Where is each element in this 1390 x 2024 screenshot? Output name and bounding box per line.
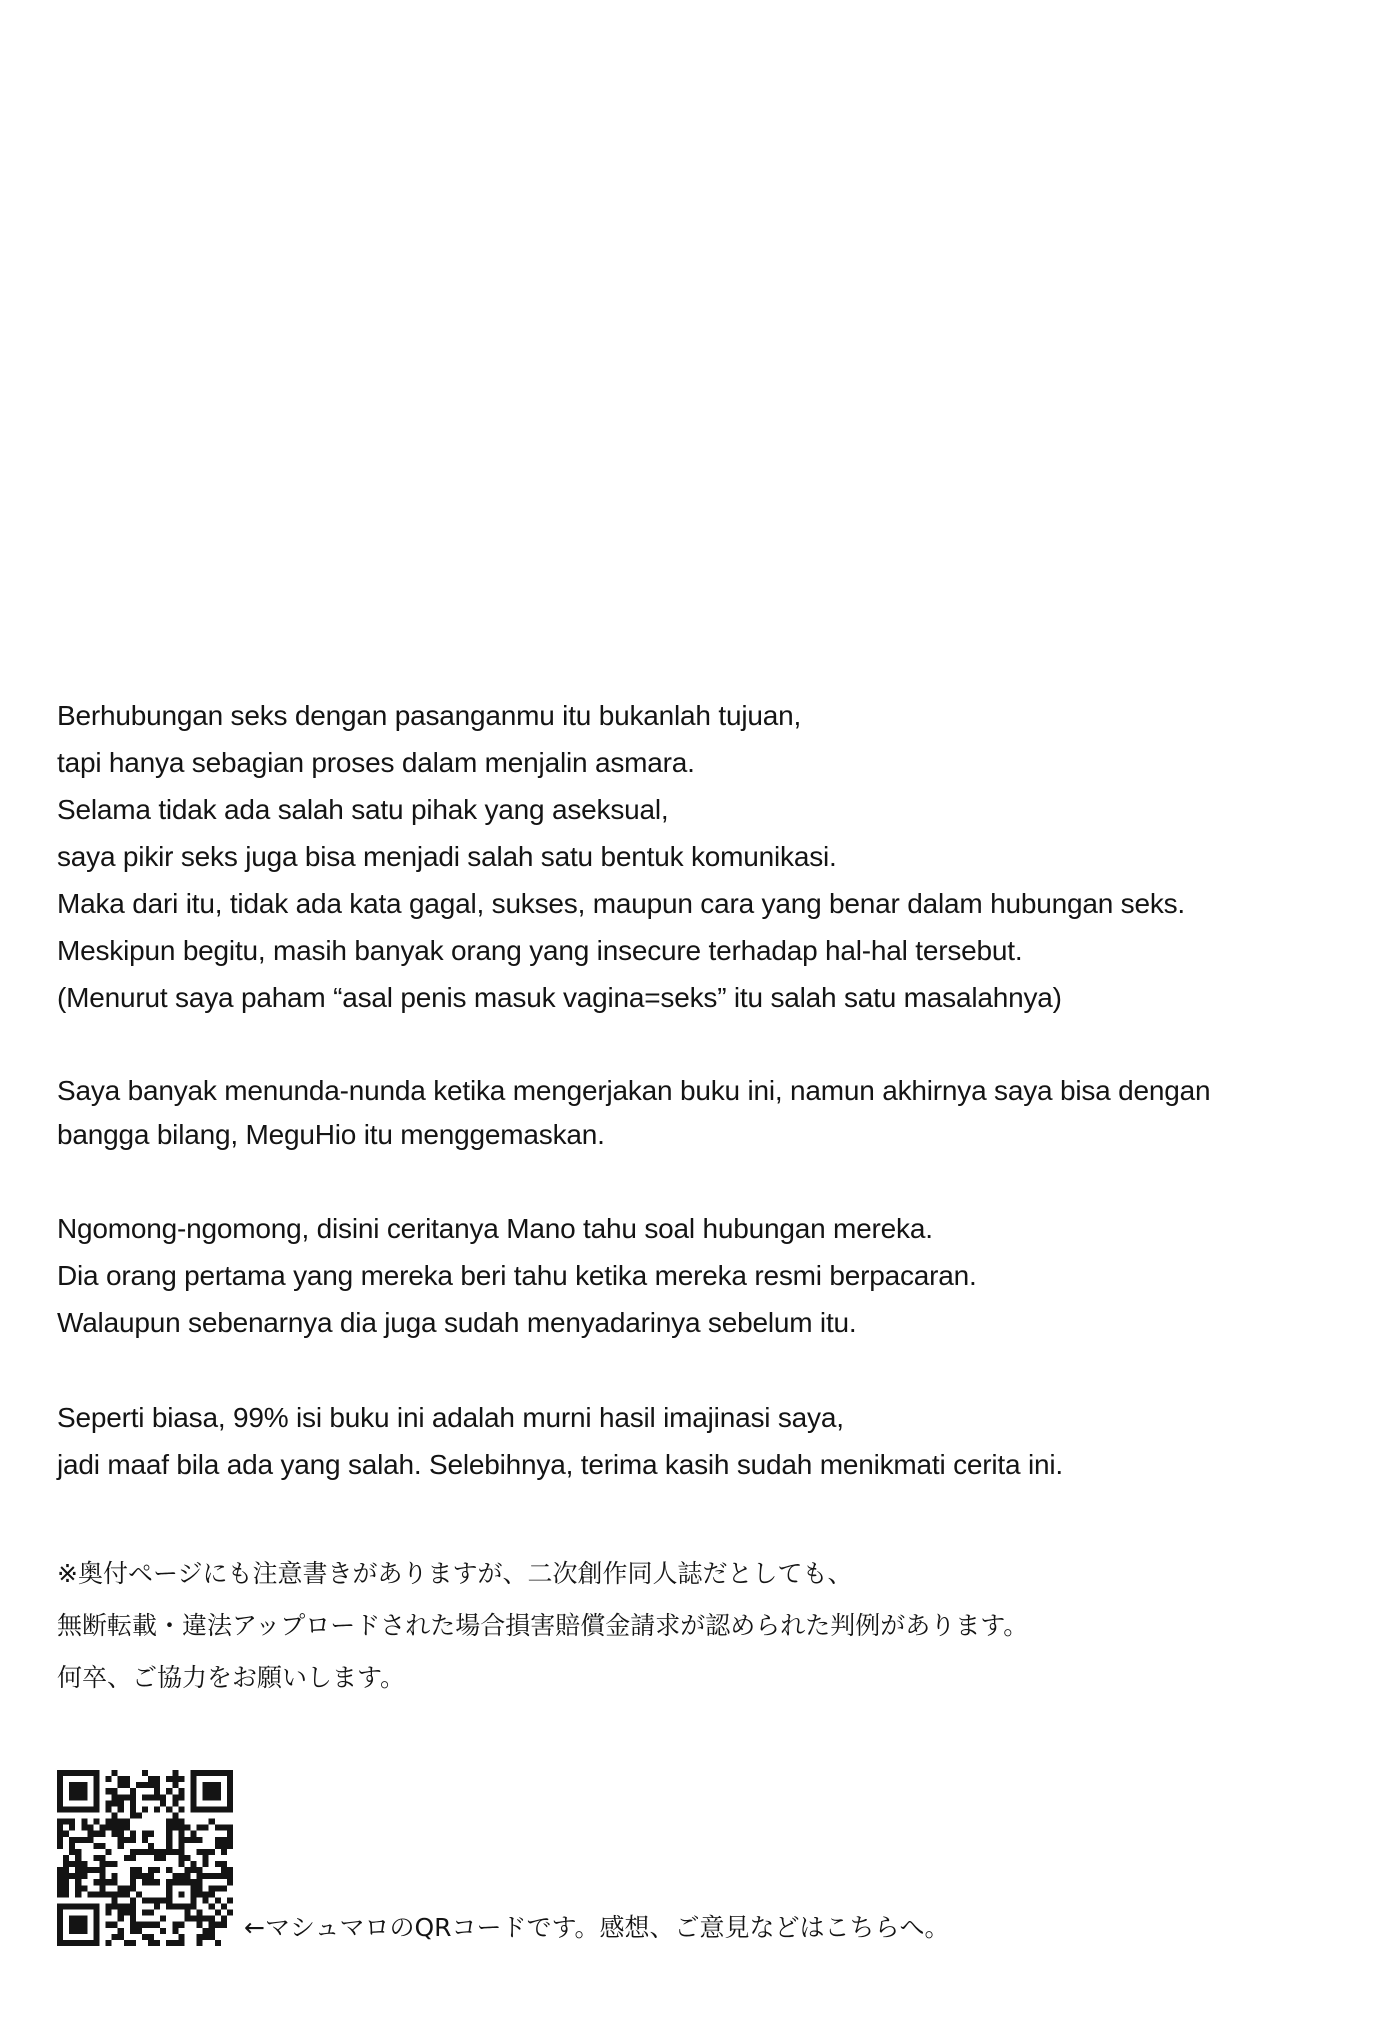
paragraph-thanks [57,1394,1347,1488]
text-line: bangga bilang, MeguHio itu menggemaskan. [57,1119,605,1150]
paragraph-intro [57,692,1347,1021]
text-line: Maka dari itu, tidak ada kata gagal, sukses, maupun cara yang benar dalam hubungan seks. [57,888,1185,919]
text-line: tapi hanya sebagian proses dalam menjalin asmara. [57,747,695,778]
notice-line: ※奥付ページにも注意書きがありますが、二次創作同人誌だとしても、 [57,1559,853,1588]
text-line: Meskipun begitu, masih banyak orang yang insecure terhadap hal-hal tersebut. [57,935,1023,966]
text-line: Ngomong-ngomong, disini ceritanya Mano tahu soal hubungan mereka. [57,1213,933,1244]
qr-code-graphic [57,1770,233,1946]
text-line: saya pikir seks juga bisa menjadi salah satu bentuk komunikasi. [57,841,837,872]
text-line: Berhubungan seks dengan pasanganmu itu bukanlah tujuan, [57,700,802,731]
text-line: Seperti biasa, 99% isi buku ini adalah murni hasil imajinasi saya, [57,1402,844,1433]
japanese-notice [57,1548,1347,1704]
text-line: Dia orang pertama yang mereka beri tahu ketika mereka resmi berpacaran. [57,1260,977,1291]
qr-code-icon[interactable] [57,1770,233,1946]
notice-line: 何卒、ご協力をお願いします。 [57,1663,406,1692]
notice-line: 無断転載・違法アップロードされた場合損害賠償金請求が認められた判例があります。 [57,1611,1029,1640]
text-line: jadi maaf bila ada yang salah. Selebihnya, terima kasih sudah menikmati cerita ini. [57,1449,1063,1480]
qr-caption: ←マシュマロのQRコードです。感想、ご意見などはこちらへ。 [244,1913,950,1942]
paragraph-procrastination [57,1069,1347,1157]
text-line: (Menurut saya paham “asal penis masuk vagina=seks” itu salah satu masalahnya) [57,982,1062,1013]
paragraph-mano [57,1205,1347,1346]
text-line: Selama tidak ada salah satu pihak yang aseksual, [57,794,669,825]
text-line: Saya banyak menunda-nunda ketika mengerjakan buku ini, namun akhirnya saya bisa dengan [57,1075,1211,1106]
text-line: Walaupun sebenarnya dia juga sudah menyadarinya sebelum itu. [57,1307,857,1338]
afterword-body [57,692,1347,1536]
